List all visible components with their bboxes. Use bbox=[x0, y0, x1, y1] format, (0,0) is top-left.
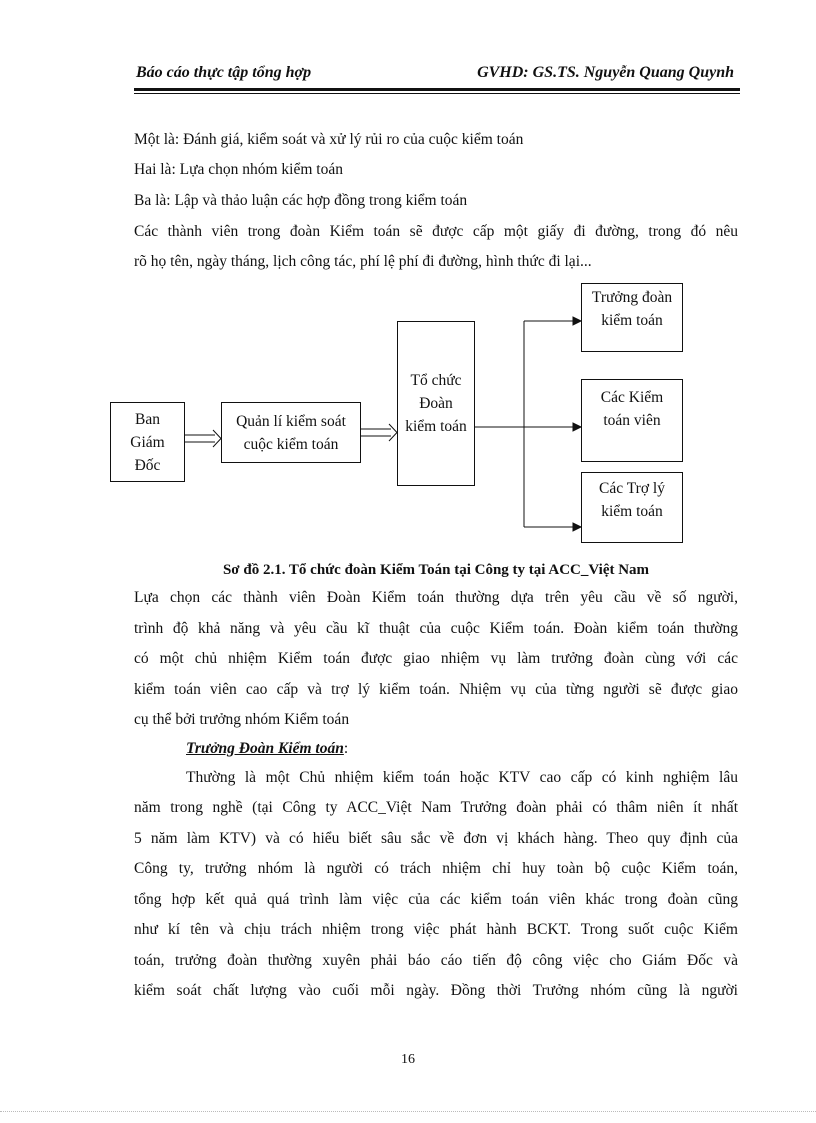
board-line-1: Ban bbox=[135, 410, 160, 428]
board-line-2: Giám bbox=[130, 433, 165, 451]
box-assistants bbox=[581, 472, 683, 543]
leader-line-3: 5 năm làm KTV) và có hiểu biết sâu sắc về đơn vị khách hàng. Theo quy định của bbox=[134, 830, 738, 847]
body-line-5: cụ thể bởi trưởng nhóm Kiểm toán bbox=[134, 711, 350, 728]
management-line-1: Quản lí kiểm soát bbox=[236, 412, 346, 430]
assistants-line-2: kiểm toán bbox=[601, 503, 663, 520]
team-leader-line-1: Trưởng đoàn bbox=[591, 289, 673, 306]
leader-line-6: như kí tên và chịu trách nhiệm trong việc phát hành BCKT. Trong suốt cuộc Kiểm bbox=[134, 921, 738, 938]
auditors-line-1: Các Kiểm bbox=[600, 389, 664, 406]
page-number: 16 bbox=[401, 1052, 415, 1067]
leader-line-8: kiểm soát chất lượng vào cuối mỗi ngày. Đồng thời Trưởng nhóm cũng là người bbox=[134, 982, 738, 999]
leader-line-7: toán, trưởng đoàn thường xuyên phải báo cáo tiến độ công việc cho Giám Đốc và bbox=[134, 952, 738, 969]
organization-line-2: Đoàn bbox=[419, 395, 453, 412]
header-title: Báo cáo thực tập tổng hợp bbox=[136, 64, 312, 81]
subheading-text: Trưởng Đoàn Kiểm toán bbox=[186, 740, 344, 757]
subheading-team-leader bbox=[186, 740, 348, 758]
body-line-1: Lựa chọn các thành viên Đoàn Kiểm toán thường dựa trên yêu cầu về số người, bbox=[134, 589, 738, 606]
assistants-line-1: Các Trợ lý bbox=[599, 480, 665, 497]
organization-line-1: Tổ chức bbox=[410, 372, 462, 389]
intro-line-5: rõ họ tên, ngày tháng, lịch công tác, phí lệ phí đi đường, hình thức đi lại... bbox=[134, 253, 592, 270]
leader-line-2: năm trong nghề (tại Công ty ACC_Việt Nam Trưởng đoàn phải có thâm niên ít nhất bbox=[134, 799, 738, 816]
leader-line-4: Công ty, trưởng nhóm là người có trách nhiệm chỉ huy toàn bộ cuộc Kiểm toán, bbox=[134, 860, 738, 877]
intro-line-3: Ba là: Lập và thảo luận các hợp đồng trong kiểm toán bbox=[134, 192, 468, 209]
box-board-of-directors bbox=[110, 402, 185, 482]
double-arrow-board-to-management bbox=[185, 430, 221, 447]
leader-line-1: Thường là một Chủ nhiệm kiểm toán hoặc KTV cao cấp có kinh nghiệm lâu bbox=[186, 769, 738, 786]
management-line-2: cuộc kiểm toán bbox=[243, 435, 339, 453]
box-team-leader bbox=[581, 283, 683, 352]
box-auditors bbox=[581, 379, 683, 462]
header-supervisor: GVHD: GS.TS. Nguyễn Quang Quynh bbox=[477, 64, 734, 81]
diagram-caption: Sơ đồ 2.1. Tổ chức đoàn Kiểm Toán tại Công ty tại ACC_Việt Nam bbox=[222, 562, 650, 578]
body-line-2: trình độ khả năng và yêu cầu kĩ thuật của cuộc Kiểm toán. Đoàn kiểm toán thường bbox=[134, 620, 738, 637]
organization-line-3: kiểm toán bbox=[405, 418, 467, 435]
board-line-3: Đốc bbox=[134, 456, 161, 474]
body-line-4: kiểm toán viên cao cấp và trợ lý kiểm toán. Nhiệm vụ của từng người sẽ được giao bbox=[134, 681, 738, 698]
auditors-line-2: toán viên bbox=[603, 412, 661, 429]
box-audit-team-organization bbox=[397, 321, 475, 486]
branch-connectors bbox=[475, 317, 581, 531]
intro-line-1: Một là: Đánh giá, kiểm soát và xử lý rủi ro của cuộc kiểm toán bbox=[134, 131, 524, 148]
team-leader-line-2: kiểm toán bbox=[601, 312, 663, 329]
subheading-colon: : bbox=[343, 740, 349, 757]
leader-line-5: tổng hợp kết quả quá trình làm việc của các kiểm toán viên khác trong đoàn cũng bbox=[134, 891, 738, 908]
box-audit-management bbox=[221, 402, 361, 463]
intro-line-4: Các thành viên trong đoàn Kiểm toán sẽ được cấp một giấy đi đường, trong đó nêu bbox=[134, 223, 738, 240]
intro-line-2: Hai là: Lựa chọn nhóm kiểm toán bbox=[134, 161, 343, 178]
double-arrow-management-to-organization bbox=[361, 424, 397, 441]
page-bottom-border bbox=[0, 1111, 816, 1112]
body-line-3: có một chủ nhiệm Kiểm toán được giao nhiệm vụ làm trưởng đoàn cùng với các bbox=[134, 650, 738, 667]
